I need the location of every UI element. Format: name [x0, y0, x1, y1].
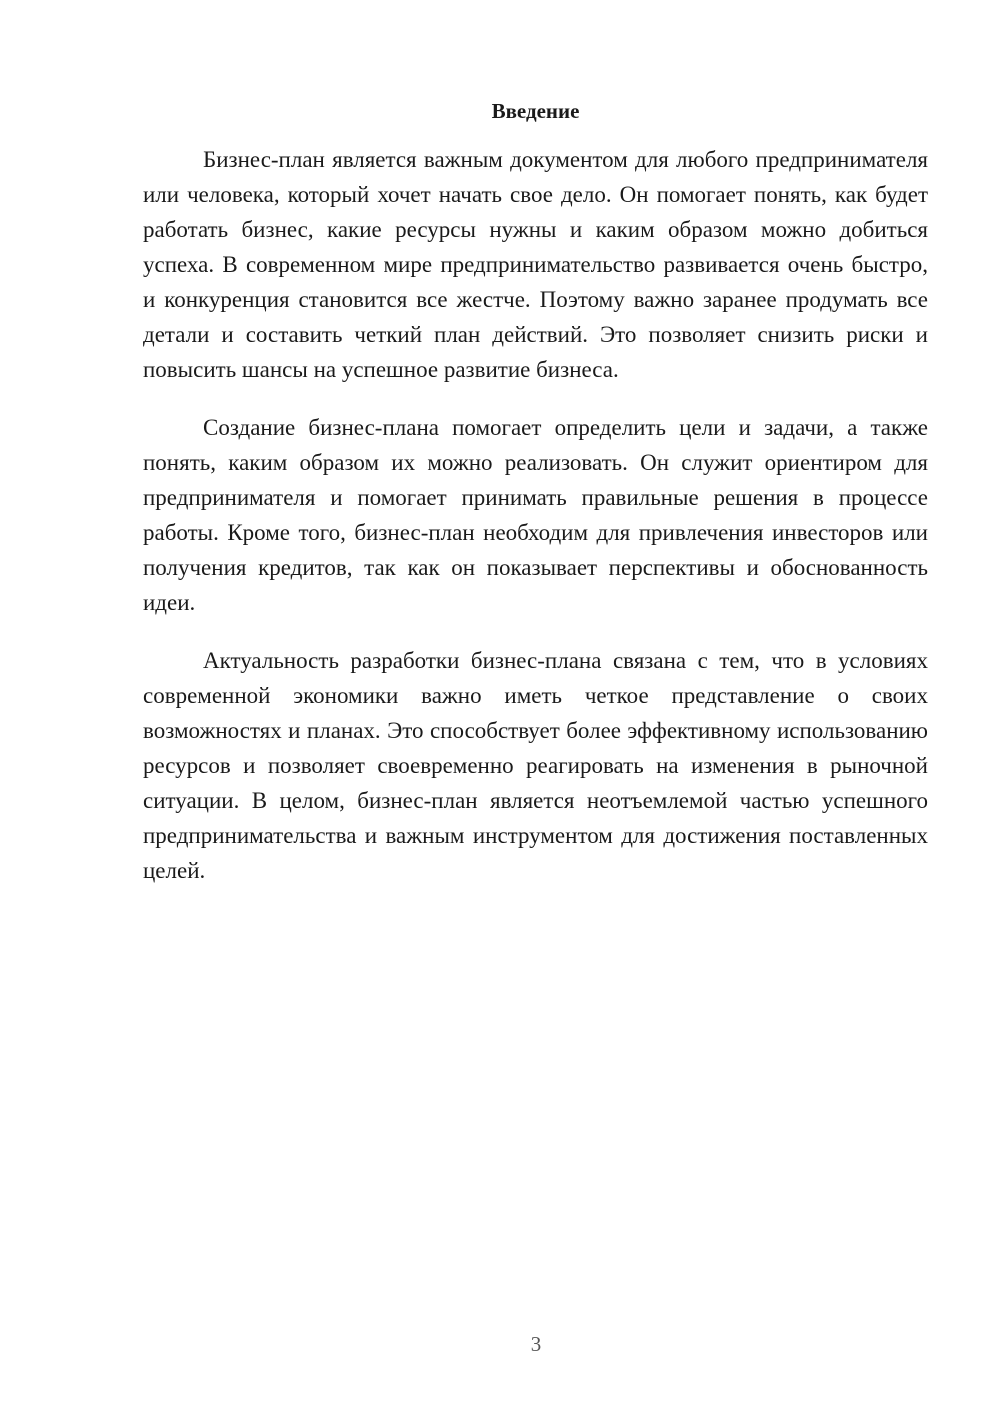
paragraph-1: Бизнес-план является важным документом для любого предпринимателя или человека, который хочет начать свое дело. Он помогает понять, как будет работать бизнес, какие ресурсы нужны и каким образом можно добиться успеха. В современном мире предпринимательство развивается очень быстро, и конкуренция становится все жестче. Поэтому важно заранее продумать все детали и составить четкий план действий. Это позволяет снизить риски и повысить шансы на успешное развитие бизнеса.: [143, 147, 928, 382]
paragraph-2: Создание бизнес-плана помогает определить цели и задачи, а также понять, каким образом их можно реализовать. Он служит ориентиром для предпринимателя и помогает принимать правильные решения в процессе работы. Кроме того, бизнес-план необходим для привлечения инвесторов или получения кредитов, так как он показывает перспективы и обоснованность идеи.: [143, 415, 928, 615]
page-content: [143, 96, 928, 911]
paragraph-3: Актуальность разработки бизнес-плана связана с тем, что в условиях современной экономики важно иметь четкое представление о своих возможностях и планах. Это способствует более эффективному использованию ресурсов и позволяет своевременно реагировать на изменения в рыночной ситуации. В целом, бизнес-план является неотъемлемой частью успешного предпринимательства и важным инструментом для достижения поставленных целей.: [143, 648, 928, 883]
page-number: 3: [530, 1332, 542, 1356]
section-heading: Введение: [491, 99, 580, 123]
